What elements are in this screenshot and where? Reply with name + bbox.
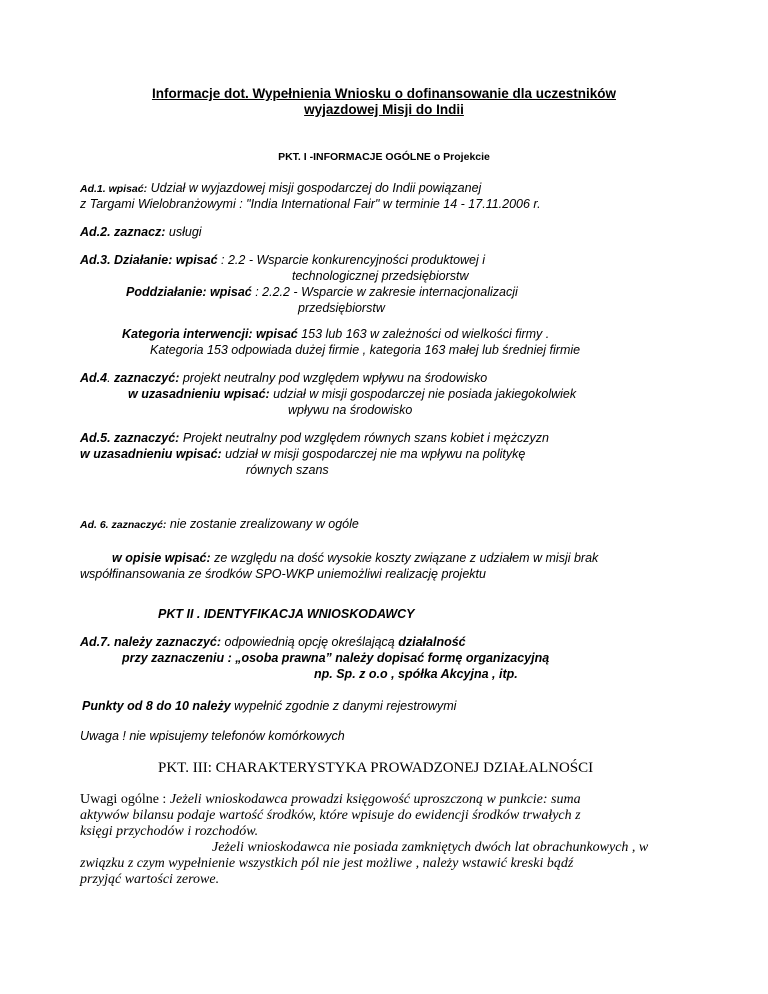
ad6-line1 — [80, 516, 359, 533]
section-3-heading: PKT. III: CHARAKTERYSTYKA PROWADZONEJ DZIAŁALNOŚCI — [158, 760, 594, 776]
points-text: wypełnić zgodnie z danymi rejestrowymi — [230, 699, 457, 713]
ad5-text2b: równych szans — [246, 463, 329, 477]
points-label: Punkty od 8 do 10 należy — [82, 699, 231, 713]
ad6-text2b: współfinansowania ze środków SPO-WKP uniemożliwi realizację projektu — [80, 567, 486, 581]
ad6-label2: w opisie wpisać: — [112, 551, 211, 565]
ad6-label: Ad. 6. zaznaczyć: — [80, 519, 167, 531]
ad5-line2 — [80, 446, 525, 462]
general-label: Uwagi ogólne : — [80, 792, 170, 807]
document-title-line1: Informacje dot. Wypełnienia Wniosku o dofinansowanie dla uczestników — [151, 86, 617, 101]
ad7-line1 — [80, 634, 466, 650]
ad3-line2 — [126, 284, 518, 300]
general-text2: aktywów bilansu podaje wartość środków, które wpisuje do ewidencji środków trwałych z — [80, 808, 581, 823]
ad7-text1-bold: działalność — [398, 635, 466, 649]
ad5-label2: w uzasadnieniu wpisać: — [80, 447, 222, 461]
ad6-text1: nie zostanie zrealizowany w ogóle — [166, 517, 359, 531]
ad1-label: Ad.1. wpisać: — [80, 183, 148, 195]
general-text4: Jeżeli wnioskodawca nie posiada zamkniętych dwóch lat obrachunkowych , w — [212, 840, 649, 855]
ad3-line3 — [122, 326, 549, 342]
ad1-text1: Udział w wyjazdowej misji gospodarczej do Indii powiązanej — [147, 181, 482, 195]
ad4-text1: projekt neutralny pod względem wpływu na środowisko — [179, 371, 488, 385]
ad5-text2: udział w misji gospodarczej nie ma wpływu na politykę — [221, 447, 526, 461]
ad7-text1: odpowiednią opcję określającą — [221, 635, 399, 649]
points-line — [82, 698, 456, 714]
ad3-text2: : 2.2.2 - Wsparcie w zakresie internacjonalizacji — [251, 285, 518, 299]
ad4-label3: w uzasadnieniu wpisać: — [128, 387, 270, 401]
section-1-heading: PKT. I -INFORMACJE OGÓLNE o Projekcie — [278, 151, 490, 163]
ad2-label: Ad.2. zaznacz: — [80, 225, 166, 239]
ad1-line1 — [80, 180, 481, 197]
ad4-text2: udział w misji gospodarczej nie posiada jakiegokolwiek — [269, 387, 577, 401]
ad6-text2: ze względu na dość wysokie koszty związane z udziałem w misji brak — [210, 551, 599, 565]
ad4-separator: . — [107, 371, 111, 385]
ad3-text2b: przedsiębiorstw — [298, 301, 385, 315]
ad4-line1 — [80, 370, 487, 386]
ad7-label: Ad.7. należy zaznaczyć: — [80, 635, 222, 649]
general-line1 — [80, 792, 581, 808]
ad3-text3: 153 lub 163 w zależności od wielkości firmy . — [297, 327, 550, 341]
ad7-line3: np. Sp. z o.o , spółka Akcyjna , itp. — [314, 667, 518, 681]
ad3-label1: Ad.3. Działanie: wpisać — [80, 253, 218, 267]
section-2-heading: PKT II . IDENTYFIKACJA WNIOSKODAWCY — [158, 607, 415, 621]
ad7-line2: przy zaznaczeniu : „osoba prawna” należy dopisać formę organizacyjną — [122, 651, 550, 665]
general-text6: przyjąć wartości zerowe. — [80, 872, 220, 887]
ad3-line1 — [80, 252, 485, 268]
ad3-text1: : 2.2 - Wsparcie konkurencyjności produktowej i — [217, 253, 486, 267]
ad6-line2 — [112, 550, 598, 566]
ad2-line — [80, 224, 202, 240]
general-text3: księgi przychodów i rozchodów. — [80, 824, 259, 839]
ad3-label3: Kategoria interwencji: wpisać — [122, 327, 298, 341]
ad4-text2b: wpływu na środowisko — [288, 403, 413, 417]
ad3-text1b: technologicznej przedsiębiorstw — [292, 269, 469, 283]
ad4-line2 — [128, 386, 576, 402]
ad5-text1: Projekt neutralny pod względem równych szans kobiet i mężczyzn — [179, 431, 549, 445]
general-text1: Jeżeli wnioskodawca prowadzi księgowość uproszczoną w punkcie: suma — [169, 792, 581, 807]
note-text: Uwaga ! nie wpisujemy telefonów komórkowych — [80, 729, 345, 743]
ad4-label: Ad.4 — [80, 371, 108, 385]
ad3-text3b: Kategoria 153 odpowiada dużej firmie , kategoria 163 małej lub średniej firmie — [150, 343, 581, 357]
ad4-label2: zaznaczyć: — [110, 371, 180, 385]
ad3-label2: Poddziałanie: wpisać — [126, 285, 252, 299]
ad5-line1 — [80, 430, 549, 446]
document-title-line2: wyjazdowej Misji do Indii — [304, 102, 464, 117]
ad5-label: Ad.5. zaznaczyć: — [80, 431, 180, 445]
ad2-text: usługi — [165, 225, 202, 239]
general-text5: związku z czym wypełnienie wszystkich pól nie jest możliwe , należy wstawić kreski bądź — [80, 856, 574, 871]
ad1-text2: z Targami Wielobranżowymi : "India International Fair" w terminie 14 - 17.11.2006 r. — [80, 197, 541, 211]
